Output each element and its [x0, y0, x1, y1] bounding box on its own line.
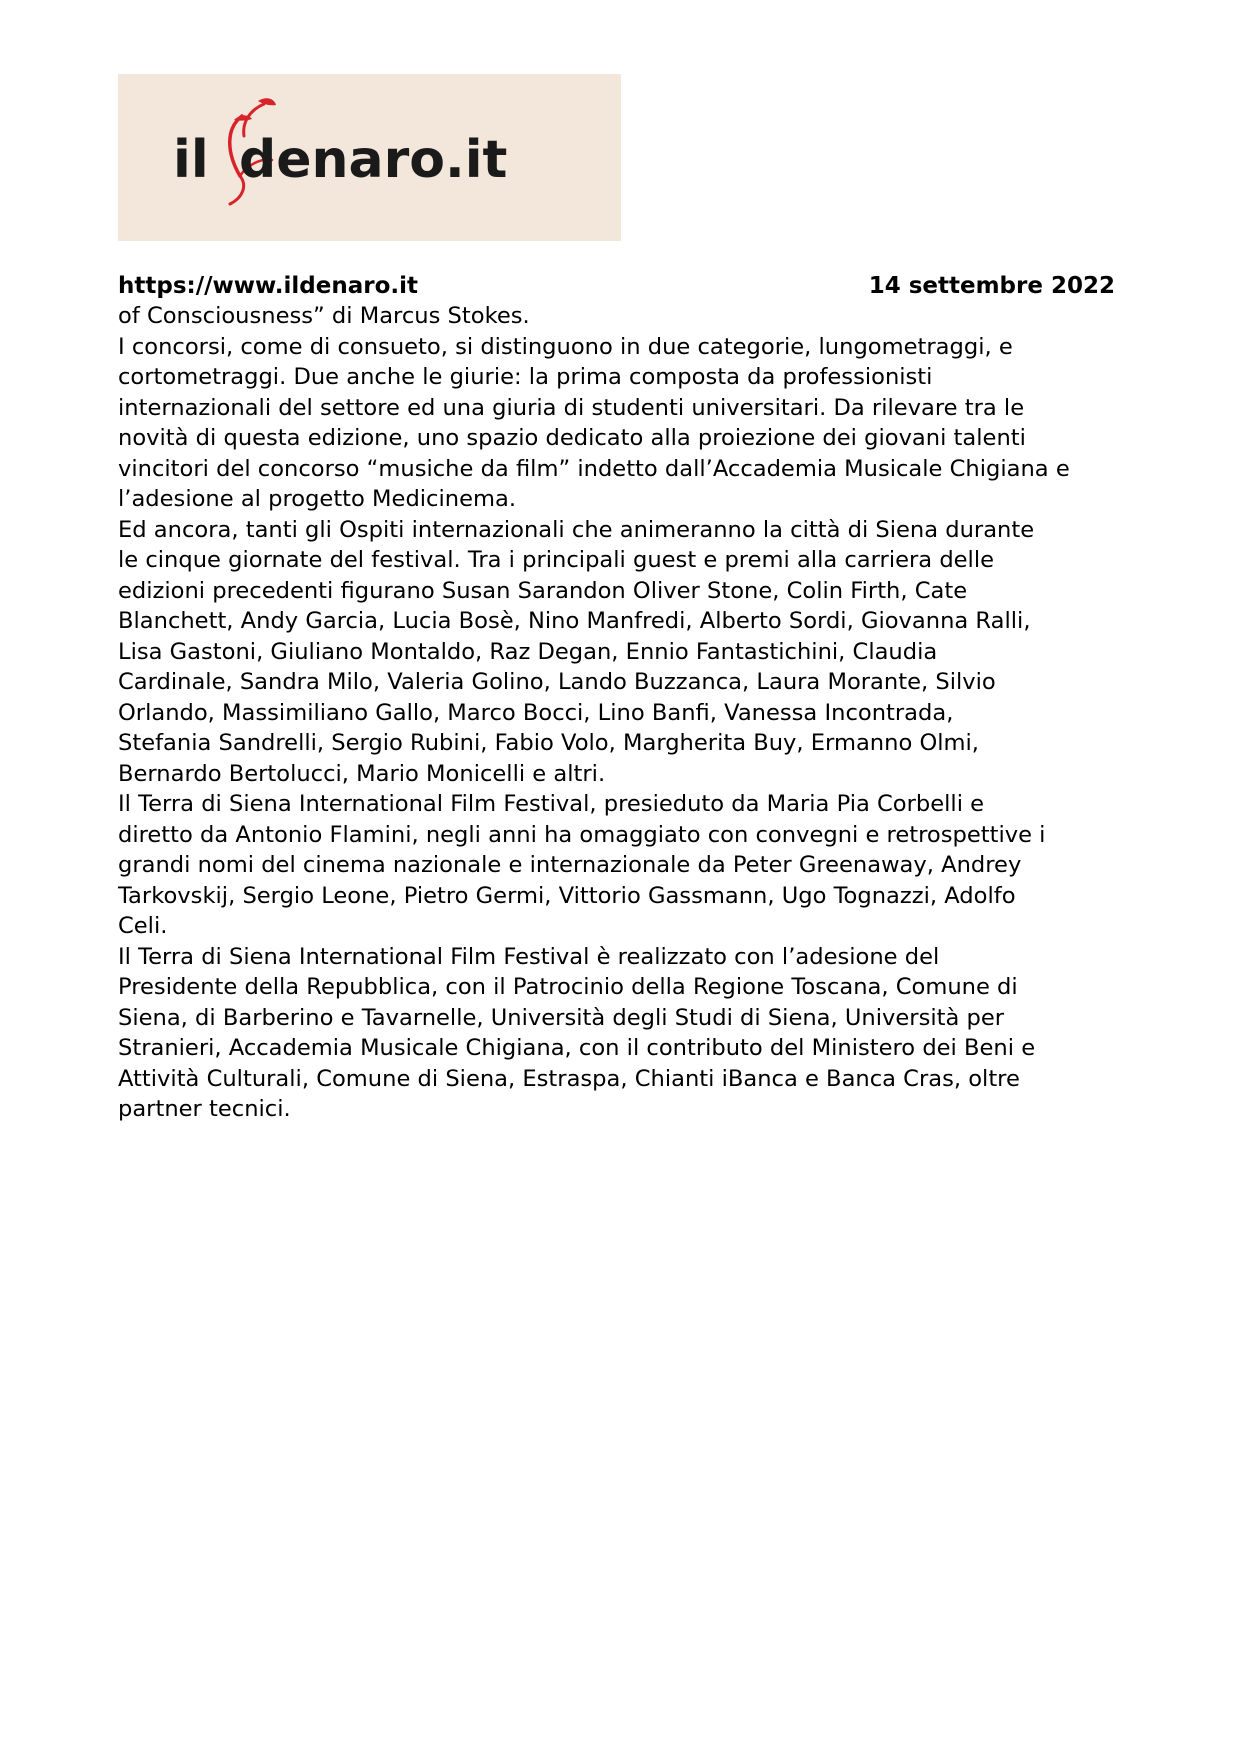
article-line: internazionali del settore ed una giuria di studenti universitari. Da rilevare tra le [118, 394, 1025, 421]
article-header [118, 271, 1115, 301]
article-body [118, 301, 1168, 1125]
article-line: Orlando, Massimiliano Gallo, Marco Bocci, Lino Banfi, Vanessa Incontrada, [118, 699, 954, 726]
article-line: Attività Culturali, Comune di Siena, Estraspa, Chianti iBanca e Banca Cras, oltre [118, 1065, 1020, 1092]
article-line: le cinque giornate del festival. Tra i principali guest e premi alla carriera delle [118, 547, 995, 573]
article-line: diretto da Antonio Flamini, negli anni ha omaggiato con convegni e retrospettive i [118, 821, 1046, 848]
article-line: Tarkovskij, Sergio Leone, Pietro Germi, Vittorio Gassmann, Ugo Tognazzi, Adolfo [118, 882, 1016, 909]
article-line: Stranieri, Accademia Musicale Chigiana, con il contributo del Ministero dei Beni e [118, 1035, 1036, 1061]
article-line: Stefania Sandrelli, Sergio Rubini, Fabio Volo, Margherita Buy, Ermanno Olmi, [118, 730, 979, 756]
publication-date: 14 settembre 2022 [868, 273, 1115, 299]
article-line: Lisa Gastoni, Giuliano Montaldo, Raz Degan, Ennio Fantastichini, Claudia [118, 638, 938, 665]
article-line: l’adesione al progetto Medicinema. [118, 486, 517, 512]
article-line: vincitori del concorso “musiche da film” indetto dall’Accademia Musicale Chigiana e [118, 455, 1070, 482]
article-line: Blanchett, Andy Garcia, Lucia Bosè, Nino Manfredi, Alberto Sordi, Giovanna Ralli, [118, 608, 1031, 634]
article-line: Presidente della Repubblica, con il Patrocinio della Regione Toscana, Comune di [118, 974, 1018, 1000]
logo-text-il: il [173, 130, 209, 190]
article-line: Ed ancora, tanti gli Ospiti internazionali che animeranno la città di Siena durante [118, 516, 1035, 543]
logo-text-denaro: denaro.it [239, 130, 508, 190]
article-line: Il Terra di Siena International Film Festival è realizzato con l’adesione del [118, 943, 940, 970]
article-line: novità di questa edizione, uno spazio dedicato alla proiezione dei giovani talenti [118, 425, 1026, 451]
article-line: Bernardo Bertolucci, Mario Monicelli e altri. [118, 760, 606, 787]
article-line: Celi. [118, 913, 168, 939]
article-line: grandi nomi del cinema nazionale e internazionale da Peter Greenaway, Andrey [118, 852, 1022, 878]
article-line: Il Terra di Siena International Film Festival, presieduto da Maria Pia Corbelli e [118, 791, 985, 817]
article-line: Siena, di Barberino e Tavarnelle, Università degli Studi di Siena, Università per [118, 1004, 1005, 1031]
article-line: Cardinale, Sandra Milo, Valeria Golino, Lando Buzzanca, Laura Morante, Silvio [118, 669, 996, 695]
article-line: of Consciousness” di Marcus Stokes. [118, 303, 530, 329]
publication-logo [118, 74, 621, 241]
article-line: edizioni precedenti figurano Susan Sarandon Oliver Stone, Colin Firth, Cate [118, 577, 968, 604]
article-line: partner tecnici. [118, 1096, 291, 1122]
source-url: https://www.ildenaro.it [118, 273, 419, 299]
article-line: I concorsi, come di consueto, si distinguono in due categorie, lungometraggi, e [118, 333, 1013, 360]
article-line: cortometraggi. Due anche le giurie: la prima composta da professionisti [118, 364, 933, 390]
